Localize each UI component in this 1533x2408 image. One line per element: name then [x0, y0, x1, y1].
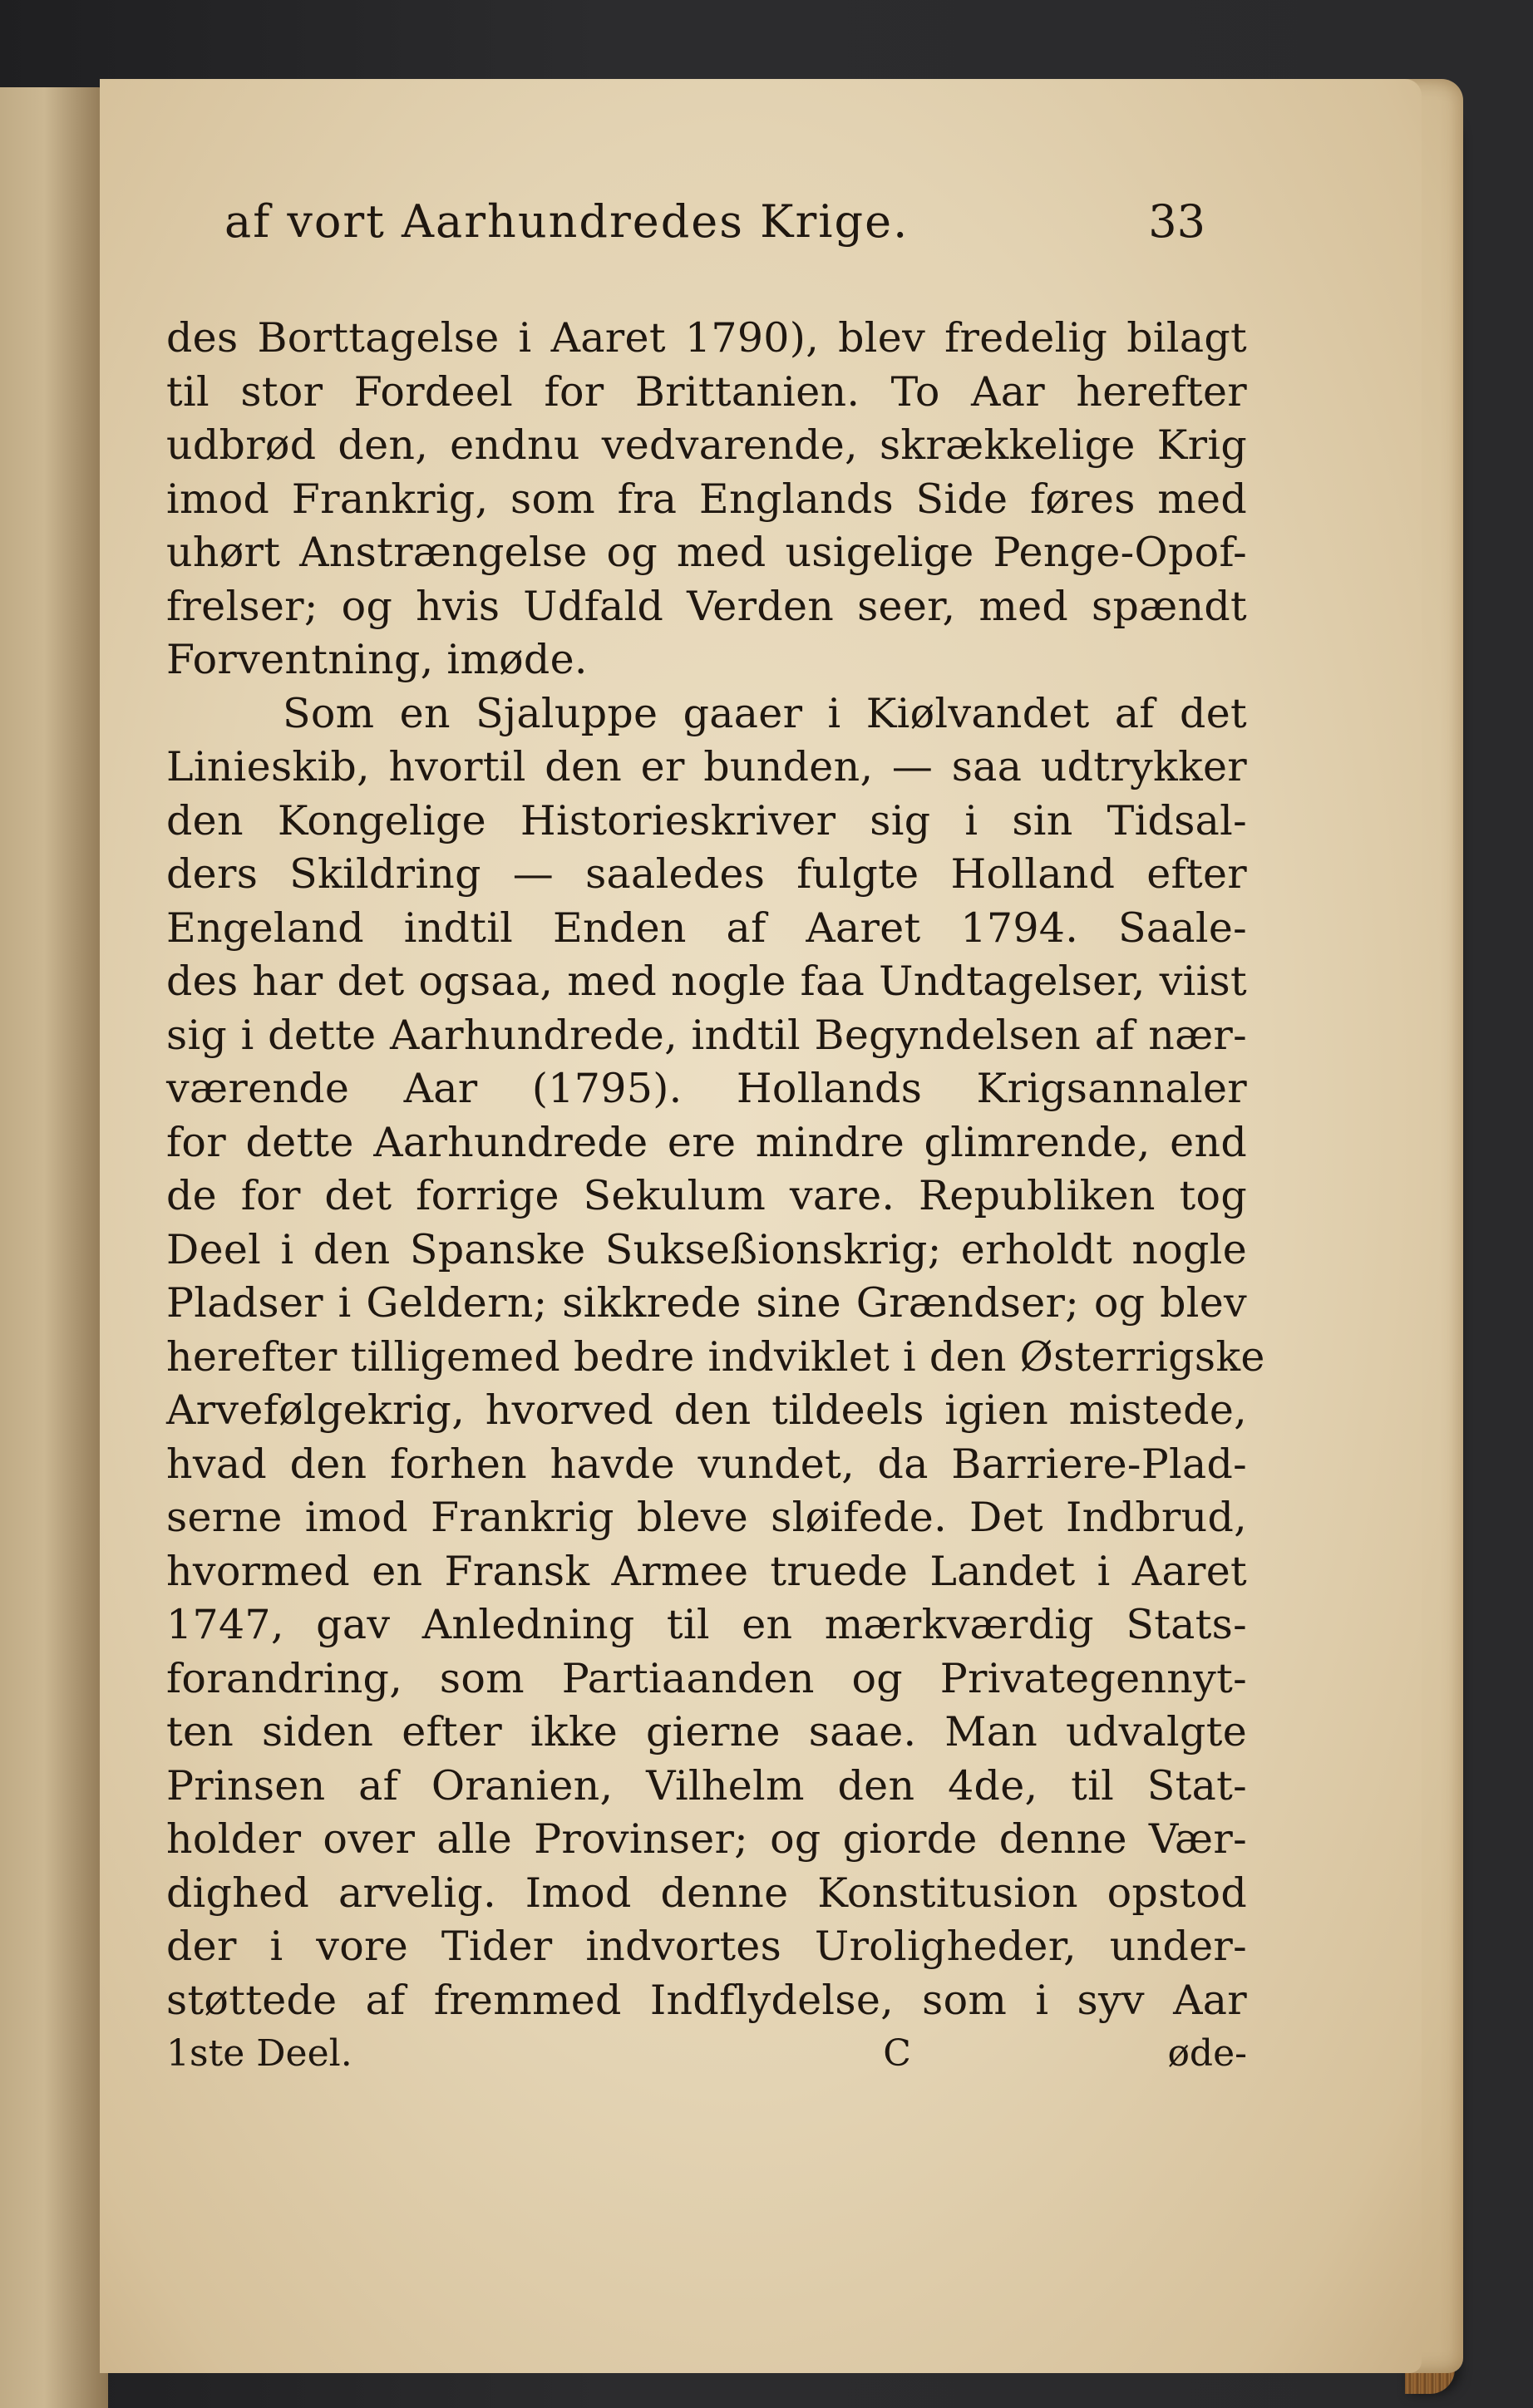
text-line: holder over alle Provinser; og giorde denne Vær-: [166, 1815, 1247, 1863]
text-line: Forventning, imøde.: [166, 636, 588, 683]
text-line: frelser; og hvis Udfald Verden seer, med spændt: [166, 582, 1247, 630]
text-line: udbrød den, endnu vedvarende, skrækkelige Krig: [166, 421, 1247, 469]
text-line: Arvefølgekrig, hvorved den tildeels igien mistede,: [166, 1386, 1247, 1434]
text-line: hvormed en Fransk Armee truede Landet i Aaret: [166, 1547, 1247, 1595]
text-line: de for det forrige Sekulum vare. Republiken tog: [166, 1172, 1247, 1219]
text-line: forandring, som Partiaanden og Privategennyt-: [166, 1654, 1247, 1702]
facing-page-edge: [0, 87, 108, 2408]
page-number: 33: [1148, 195, 1205, 248]
text-line: des har det ogsaa, med nogle faa Undtagelser, viist: [166, 958, 1247, 1005]
book-page: [100, 79, 1463, 2373]
signature-mark: C: [883, 2032, 911, 2075]
text-line: Linieskib, hvortil den er bunden, — saa udtrykker: [166, 743, 1247, 790]
page-footer: [166, 2032, 1247, 2090]
text-block: [166, 195, 1265, 2090]
text-line: 1747, gav Anledning til en mærkværdig Stats-: [166, 1601, 1247, 1648]
text-line: den Kongelige Historieskriver sig i sin Tidsal-: [166, 796, 1247, 845]
text-line: Prinsen af Oranien, Vilhelm den 4de, til Stat-: [166, 1761, 1247, 1810]
text-line: uhørt Anstrængelse og med usigelige Penge-Opof-: [166, 529, 1247, 576]
paragraph-start-line: Som en Sjaluppe gaaer i Kiølvandet af det: [283, 689, 1247, 737]
text-line: ten siden efter ikke gierne saae. Man udvalgte: [166, 1708, 1247, 1756]
text-line: herefter tilligemed bedre indviklet i den Østerrigske: [166, 1332, 1265, 1381]
text-line: des Borttagelse i Aaret 1790), blev fredelig bilagt: [166, 314, 1247, 362]
text-line: imod Frankrig, som fra Englands Side føres med: [166, 475, 1247, 523]
running-title: af vort Aarhundredes Krige.: [224, 195, 909, 248]
text-line: sig i dette Aarhundrede, indtil Begyndelsen af nær-: [166, 1011, 1247, 1059]
text-line: til stor Fordeel for Brittanien. To Aar herefter: [166, 367, 1247, 416]
text-line: ders Skildring — saaledes fulgte Holland efter: [166, 850, 1247, 898]
text-line: for dette Aarhundrede ere mindre glimrende, end: [166, 1118, 1247, 1166]
text-line: støttede af fremmed Indflydelse, som i syv Aar: [166, 1976, 1247, 2024]
text-line: Pladser i Geldern; sikkrede sine Grændser; og blev: [166, 1279, 1247, 1327]
text-line: dighed arvelig. Imod denne Konstitusion opstod: [166, 1869, 1247, 1917]
text-line: serne imod Frankrig bleve sløifede. Det Indbrud,: [166, 1494, 1247, 1541]
volume-label: 1ste Deel.: [166, 2032, 352, 2075]
catchword: øde-: [1167, 2032, 1247, 2075]
text-line: værende Aar (1795). Hollands Krigsannaler: [166, 1065, 1247, 1112]
body-text: [166, 312, 1265, 2027]
text-line: hvad den forhen havde vundet, da Barriere-Plad-: [166, 1440, 1247, 1488]
text-line: der i vore Tider indvortes Uroligheder, under-: [166, 1923, 1247, 1970]
running-head: [224, 195, 1205, 270]
text-line: Engeland indtil Enden af Aaret 1794. Saale-: [166, 904, 1247, 952]
text-line: Deel i den Spanske Sukseßionskrig; erholdt nogle: [166, 1225, 1247, 1273]
